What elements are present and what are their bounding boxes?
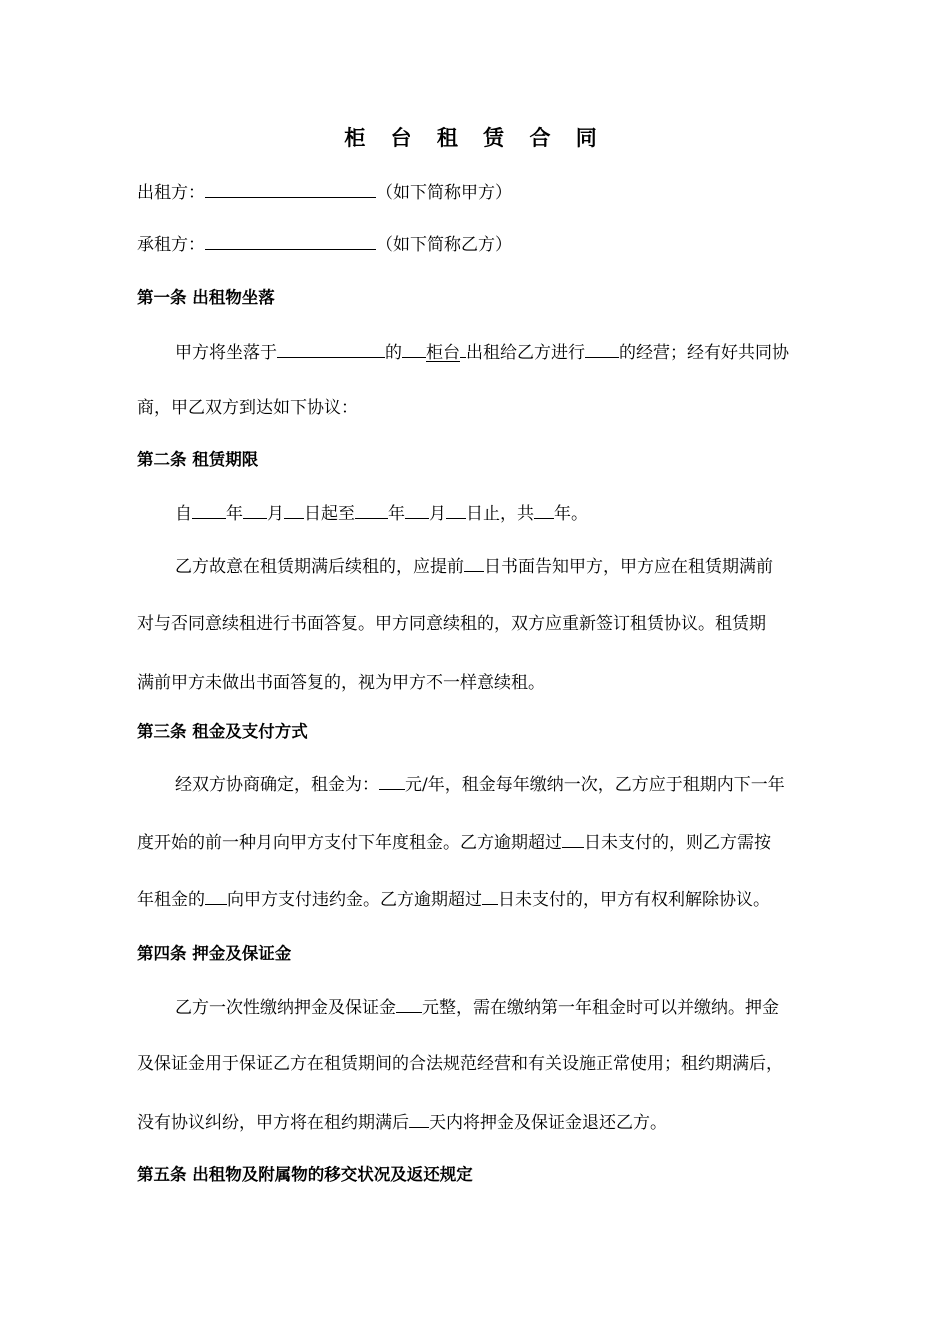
text-segment: 度开始的前一种月向甲方支付下年度租金。乙方逾期超过: [137, 833, 562, 853]
lessor-name-blank[interactable]: [205, 180, 376, 198]
penalty-rate-blank[interactable]: [205, 887, 227, 905]
text-segment: 年: [226, 504, 243, 524]
lessee-line: [137, 232, 512, 257]
text-segment: 的: [385, 343, 402, 363]
start-day-blank[interactable]: [284, 501, 304, 519]
lessor-line: [137, 180, 512, 205]
text-segment: 月: [429, 504, 446, 524]
article-4-line-2: 及保证金用于保证乙方在租赁期间的合法规范经营和有关设施正常使用；租约期满后，: [137, 1054, 783, 1074]
article-4-line-1: [175, 995, 779, 1020]
lessor-label: 出租方：: [137, 183, 205, 203]
article-2-heading: 第二条 租赁期限: [137, 450, 259, 469]
article-3-heading: 第三条 租金及支付方式: [137, 722, 308, 741]
text-segment: 日止，共: [466, 504, 534, 524]
underline-spacer: [402, 340, 426, 358]
article-1-line-1: [175, 340, 789, 365]
text-segment: 年租金的: [137, 890, 205, 910]
text-segment: 日未支付的，则乙方需按: [584, 833, 771, 853]
text-segment: 乙方故意在租赁期满后续租的，应提前: [175, 557, 464, 577]
article-3-line-2: [137, 830, 771, 855]
text-segment: 出租给乙方进行: [466, 343, 585, 363]
deposit-amount-blank[interactable]: [396, 995, 422, 1013]
text-segment: 向甲方支付违约金。乙方逾期超过: [227, 890, 482, 910]
text-segment: 年: [388, 504, 405, 524]
article-4-line-3: [137, 1110, 667, 1135]
end-day-blank[interactable]: [446, 501, 466, 519]
article-1-line-2: 商，甲乙双方到达如下协议：: [137, 398, 358, 418]
document-title: 柜 台 租 赁 合 同: [344, 126, 606, 150]
text-segment: 日起至: [304, 504, 355, 524]
rent-amount-blank[interactable]: [379, 772, 405, 790]
article-2-para-line-2: 对与否同意续租进行书面答复。甲方同意续租的，双方应重新签订租赁协议。租赁期: [137, 614, 766, 634]
text-segment: 甲方将坐落于: [175, 343, 277, 363]
article-4-heading: 第四条 押金及保证金: [137, 944, 292, 963]
refund-days-blank[interactable]: [409, 1110, 429, 1128]
text-segment: 元整，需在缴纳第一年租金时可以并缴纳。押金: [422, 998, 779, 1018]
text-segment: 的经营；经有好共同协: [619, 343, 789, 363]
text-segment: 年。: [554, 504, 588, 524]
end-year-blank[interactable]: [355, 501, 388, 519]
text-segment: 自: [175, 504, 192, 524]
text-segment: 经双方协商确定，租金为：: [175, 775, 379, 795]
article-2-para-line-3: 满前甲方未做出书面答复的，视为甲方不一样意续租。: [137, 673, 545, 693]
lessee-name-blank[interactable]: [205, 232, 376, 250]
location-blank[interactable]: [277, 340, 385, 358]
text-segment: 没有协议纠纷，甲方将在租约期满后: [137, 1113, 409, 1133]
text-segment: 日未支付的，甲方有权利解除协议。: [498, 890, 770, 910]
text-segment: 月: [267, 504, 284, 524]
article-5-heading: 第五条 出租物及附属物的移交状况及返还规定: [137, 1165, 473, 1184]
start-year-blank[interactable]: [192, 501, 226, 519]
lease-term-line: [175, 501, 588, 526]
end-month-blank[interactable]: [405, 501, 429, 519]
counter-underlined-word: 柜台: [426, 343, 460, 363]
business-type-blank[interactable]: [585, 340, 619, 358]
article-2-para-line-1: [175, 554, 773, 579]
notice-days-blank[interactable]: [464, 554, 484, 572]
text-segment: 日书面告知甲方，甲方应在租赁期满前: [484, 557, 773, 577]
lessee-label: 承租方：: [137, 235, 205, 255]
lessee-note: （如下简称乙方）: [376, 235, 512, 255]
article-1-heading: 第一条 出租物坐落: [137, 288, 275, 307]
overdue-days-blank[interactable]: [562, 830, 584, 848]
text-segment: 乙方一次性缴纳押金及保证金: [175, 998, 396, 1018]
text-segment: 天内将押金及保证金退还乙方。: [429, 1113, 667, 1133]
termination-days-blank[interactable]: [482, 887, 498, 905]
article-3-line-3: [137, 887, 770, 912]
text-segment: 元/年，租金每年缴纳一次，乙方应于租期内下一年: [405, 775, 785, 795]
total-years-blank[interactable]: [534, 501, 554, 519]
lessor-note: （如下简称甲方）: [376, 183, 512, 203]
article-3-line-1: [175, 772, 785, 797]
start-month-blank[interactable]: [243, 501, 267, 519]
